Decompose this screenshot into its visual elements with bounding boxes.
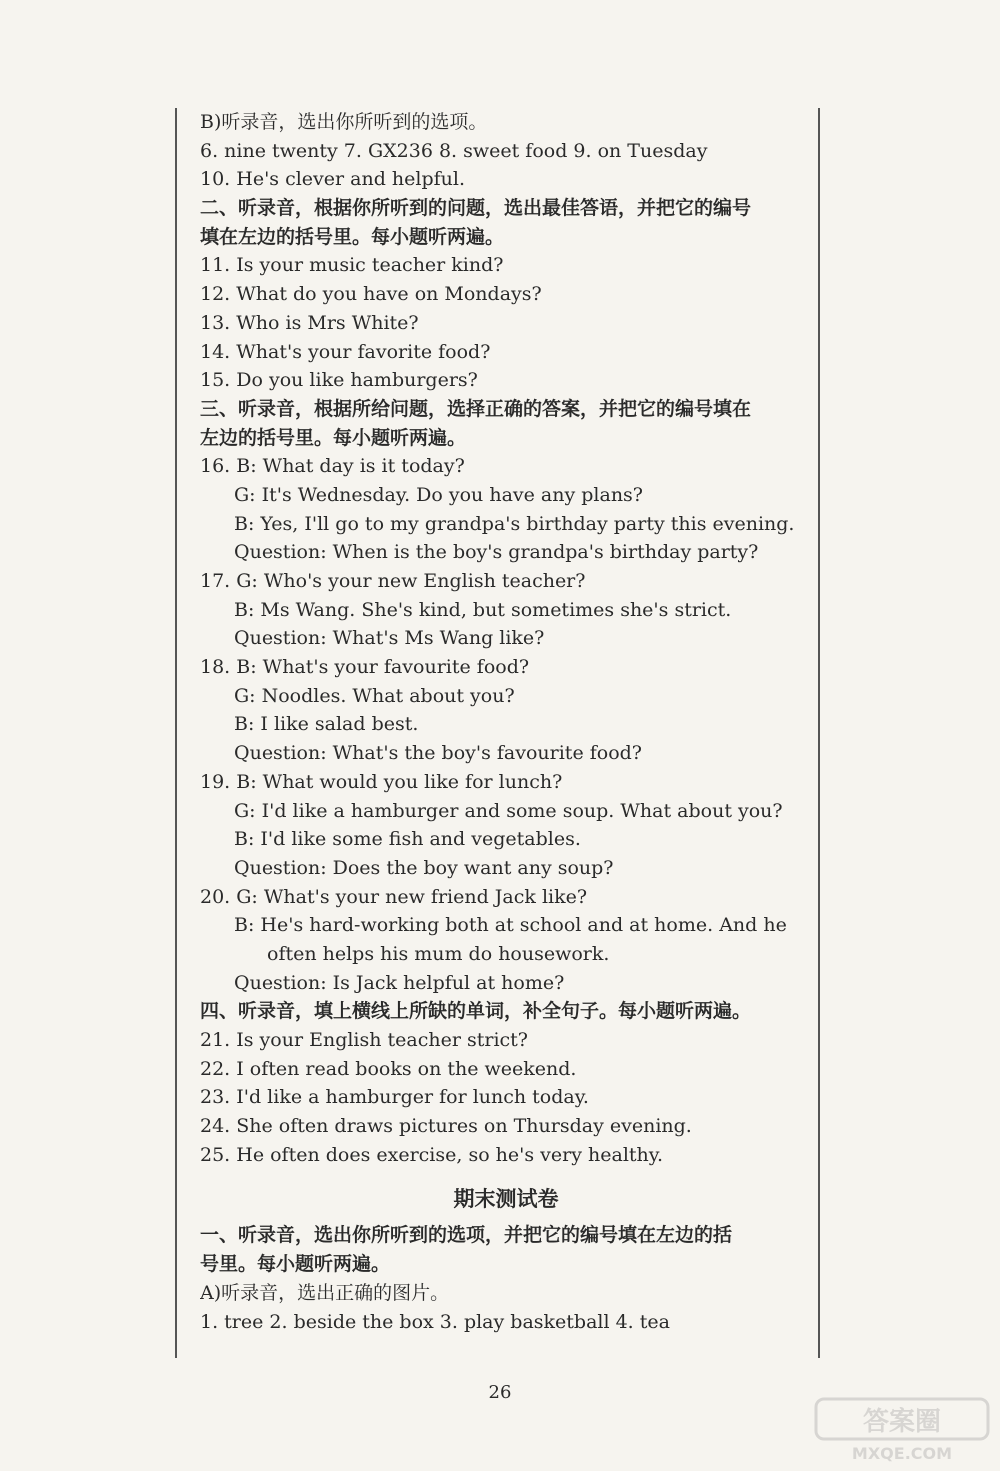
- answer-line: Question: Is Jack helpful at home?: [234, 971, 565, 994]
- answer-line: 15. Do you like hamburgers?: [200, 369, 478, 392]
- answer-line: 12. What do you have on Mondays?: [200, 283, 542, 306]
- answer-line: B: I'd like some fish and vegetables.: [234, 828, 581, 851]
- section-heading-line: 左边的括号里。每小题听两遍。: [200, 426, 467, 449]
- answer-line: B: He's hard-working both at school and at home. And he: [234, 914, 787, 937]
- section-heading-line: 四、听录音，填上横线上所缺的单词，补全句子。每小题听两遍。: [200, 1000, 752, 1023]
- answer-line: 22. I often read books on the weekend.: [200, 1057, 577, 1080]
- section-heading-line: 填在左边的括号里。每小题听两遍。: [200, 225, 505, 248]
- answer-line: B: I like salad best.: [234, 713, 419, 736]
- watermark-url: MXQE.COM: [851, 1444, 953, 1463]
- answer-line: 18. B: What's your favourite food?: [200, 656, 530, 679]
- answer-line: Question: Does the boy want any soup?: [234, 856, 614, 879]
- watermark-logo: [812, 1395, 992, 1465]
- page-content: [200, 108, 812, 1336]
- answer-line: Question: When is the boy's grandpa's birthday party?: [234, 541, 759, 564]
- section-heading-line: 三、听录音，根据所给问题，选择正确的答案，并把它的编号填在: [200, 397, 752, 420]
- section-heading-line: 二、听录音，根据你所听到的问题，选出最佳答语，并把它的编号: [200, 197, 752, 220]
- section-heading-line: 一、听录音，选出你所听到的选项，并把它的编号填在左边的括: [200, 1224, 733, 1247]
- answer-line: 19. B: What would you like for lunch?: [200, 770, 563, 793]
- right-border-rule: [818, 108, 820, 1358]
- answer-line: 10. He's clever and helpful.: [200, 168, 466, 191]
- answer-line: 21. Is your English teacher strict?: [200, 1029, 528, 1051]
- answer-line: G: I'd like a hamburger and some soup. What about you?: [234, 799, 783, 822]
- final-exam-title: 期末测试卷: [453, 1187, 559, 1212]
- answer-line: 16. B: What day is it today?: [200, 455, 465, 478]
- answer-line: 25. He often does exercise, so he's very healthy.: [200, 1143, 664, 1166]
- watermark-logo-text: 答案圈: [862, 1407, 942, 1437]
- answer-line: 6. nine twenty 7. GX236 8. sweet food 9. on Tuesday: [200, 139, 708, 162]
- answer-line: 20. G: What's your new friend Jack like?: [200, 885, 588, 908]
- page-number: 26: [488, 1382, 512, 1403]
- answer-line: 11. Is your music teacher kind?: [200, 254, 504, 277]
- answer-line: B: Ms Wang. She's kind, but sometimes she's strict.: [234, 598, 732, 621]
- answer-line: Question: What's Ms Wang like?: [234, 627, 545, 650]
- answer-line: 13. Who is Mrs White?: [200, 311, 419, 334]
- answer-lines: [200, 108, 812, 1169]
- section-heading-line: 号里。每小题听两遍。: [200, 1253, 391, 1276]
- answer-line: 24. She often draws pictures on Thursday evening.: [200, 1115, 692, 1138]
- answer-line: 23. I'd like a hamburger for lunch today.: [200, 1086, 589, 1109]
- answer-line: 17. G: Who's your new English teacher?: [200, 570, 586, 592]
- final-exam-lines: [200, 1221, 812, 1336]
- answer-line: 14. What's your favorite food?: [200, 340, 491, 363]
- answer-line: A)听录音，选出正确的图片。: [200, 1281, 450, 1304]
- left-border-rule: [175, 108, 177, 1358]
- answer-line: often helps his mum do housework.: [267, 942, 610, 965]
- answer-line: 1. tree 2. beside the box 3. play basketball 4. tea: [200, 1310, 670, 1333]
- answer-line: B)听录音，选出你所听到的选项。: [200, 111, 488, 133]
- answer-line: G: Noodles. What about you?: [234, 684, 515, 707]
- answer-line: G: It's Wednesday. Do you have any plans?: [234, 483, 643, 506]
- answer-line: B: Yes, I'll go to my grandpa's birthday party this evening.: [234, 512, 795, 535]
- answer-line: Question: What's the boy's favourite food?: [234, 742, 642, 765]
